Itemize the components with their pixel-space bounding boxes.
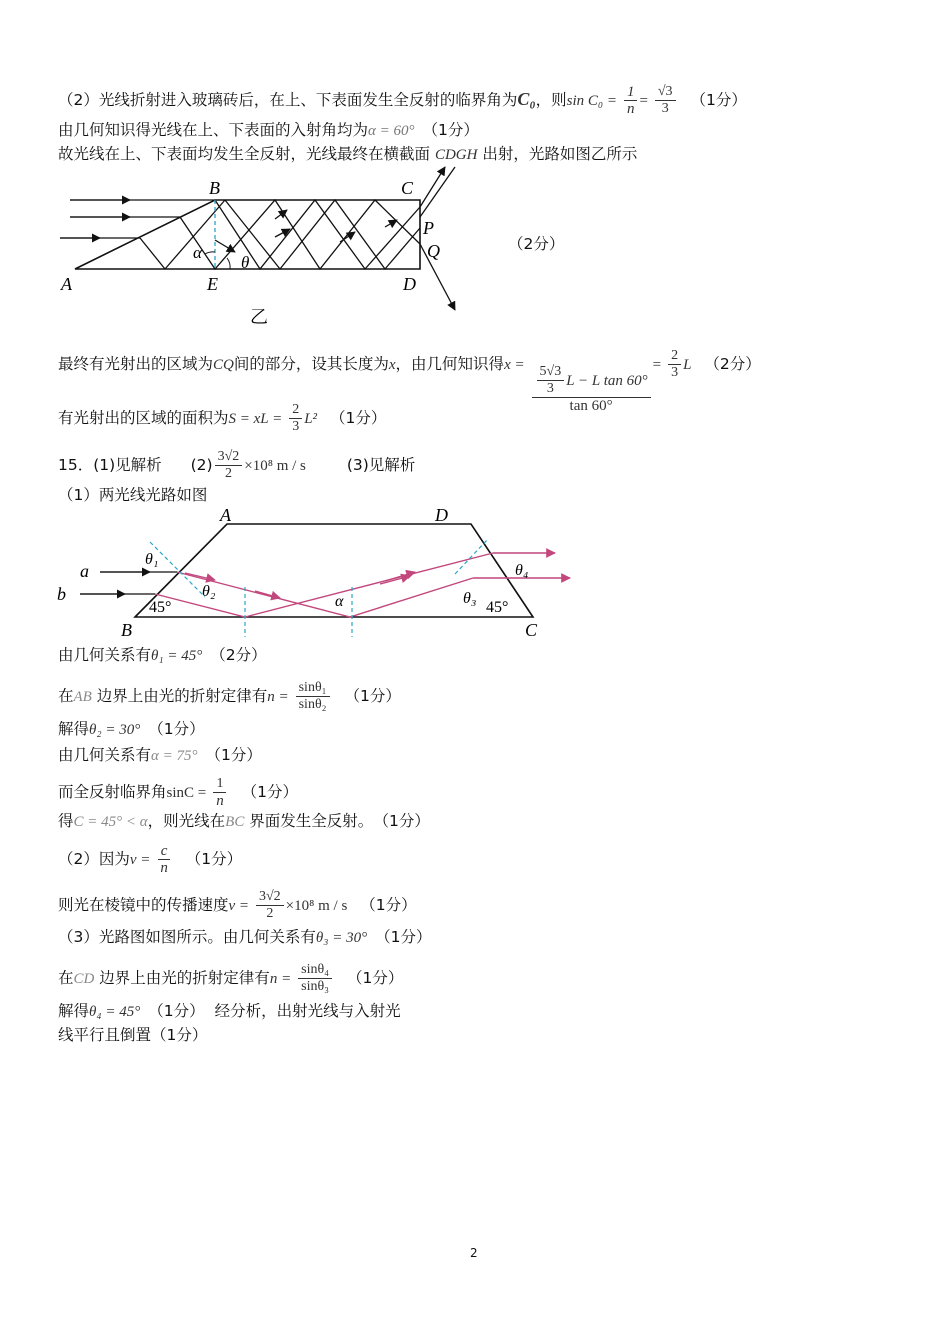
label-angle-c: 45° — [486, 599, 509, 616]
frac-den: n — [160, 860, 168, 876]
math: x = — [504, 357, 525, 373]
score: （1分） — [185, 850, 243, 868]
c0-symbol: C₀ — [517, 89, 536, 109]
score: （2分） — [210, 646, 267, 664]
p15-head — [58, 449, 415, 482]
frac-den: n — [626, 101, 635, 117]
math: v = — [129, 852, 151, 868]
frac-den: 3 — [546, 381, 554, 396]
score: （1分） — [329, 409, 387, 427]
fig-score: （2分） — [508, 235, 565, 253]
frac-num: 1 — [624, 84, 638, 101]
p14-line-1 — [58, 84, 747, 117]
frac-den: 2 — [224, 466, 232, 481]
exit-ray — [420, 167, 455, 217]
p14-line-2 — [58, 119, 479, 142]
text: 在 — [58, 687, 74, 705]
frac-den: n — [216, 793, 224, 809]
fraction — [298, 962, 332, 995]
label-a: A — [61, 274, 72, 294]
score: （1分） — [360, 896, 417, 914]
frac-den: sinθ₃ — [301, 979, 330, 994]
fraction — [537, 364, 565, 397]
text: ，则光线在 — [147, 812, 226, 830]
text: 有光射出的区域的面积为 — [58, 409, 229, 427]
math: C = 45° < α — [73, 814, 148, 830]
label-p: P — [423, 218, 434, 238]
score: （2分） — [704, 355, 761, 373]
fraction — [532, 364, 651, 414]
text: 经分析，出射光线与入射光 — [214, 1002, 401, 1020]
score: （1分） — [690, 91, 747, 109]
p15-s3d: 线平行且倒置（1分） — [58, 1026, 208, 1044]
label-theta: θ — [241, 253, 250, 272]
label-theta4: θ₄ — [515, 562, 529, 579]
math: L — [683, 357, 692, 373]
math: sin C₀ = — [566, 93, 618, 109]
label-d-vertex: D — [435, 505, 448, 525]
math: n = — [267, 689, 289, 705]
text: 而全反射临界角 — [58, 783, 167, 801]
math: θ₁ = 45° — [151, 648, 203, 664]
score: （1分） — [375, 928, 432, 946]
frac-num: 1 — [213, 776, 226, 793]
normal-cd — [455, 539, 488, 574]
text: 解得 — [58, 1002, 90, 1020]
math: S = xL = — [228, 411, 283, 427]
frac-den: sinθ₂ — [298, 697, 327, 712]
frac-num: sinθ₁ — [296, 680, 330, 697]
p15-s2b — [58, 889, 417, 922]
text: （2）光线折射进入玻璃砖后，在上、下表面发生全反射的临界角为 — [58, 91, 518, 109]
math: = — [652, 357, 662, 373]
p15-g6 — [58, 810, 430, 833]
label-ray-b: b — [57, 584, 66, 604]
math: L − L tan 60° — [566, 372, 648, 389]
fraction — [157, 843, 171, 876]
frac-num: 5√3 — [537, 364, 565, 381]
p15-g1 — [58, 644, 267, 667]
ray-arrow — [385, 572, 415, 581]
score: （1分） — [347, 969, 404, 987]
score: （1分） — [422, 121, 479, 139]
text: 得 — [58, 812, 74, 830]
text: 故光线在上、下表面均发生全反射，光线最终在横截面 — [58, 145, 431, 163]
math: CQ — [213, 357, 234, 373]
text: 间的部分，设其长度为 — [233, 355, 389, 373]
score: （1分） — [148, 720, 205, 738]
score: （1分） — [241, 783, 298, 801]
theta-arc — [227, 258, 230, 269]
label-c-vertex: C — [525, 620, 538, 640]
p15-s1: （1）两光线光路如图 — [58, 486, 208, 504]
fraction — [655, 84, 676, 117]
frac-num: 3√2 — [215, 449, 243, 466]
text: 最终有光射出的区域为 — [58, 355, 214, 373]
frac-num: c — [158, 843, 171, 860]
p15-s3c — [58, 1000, 401, 1023]
caption-yi: 乙 — [250, 307, 268, 328]
label-alpha: α — [335, 593, 344, 610]
label-e: E — [207, 274, 218, 294]
label-b-vertex: B — [121, 620, 132, 640]
frac-num — [532, 364, 651, 398]
label-ray-a: a — [80, 561, 89, 581]
text: 出射，光路如图乙所示 — [482, 145, 638, 163]
frac-den: 3 — [292, 419, 300, 434]
ray-arrow — [385, 220, 397, 227]
fraction — [256, 889, 284, 922]
math: CDGH — [434, 147, 478, 163]
math: v = — [228, 898, 250, 914]
math: θ₃ = 30° — [315, 930, 368, 946]
p15-s3 — [58, 926, 431, 949]
label-d: D — [403, 274, 416, 294]
math: = — [639, 93, 648, 109]
score: （1分） — [381, 812, 430, 830]
ray-arrow — [185, 573, 215, 580]
text: 15．(1)见解析 — [58, 456, 162, 474]
p15-g3 — [58, 718, 205, 741]
p15-g5 — [58, 776, 298, 809]
frac-num: 2 — [289, 402, 302, 419]
text: 解得 — [58, 720, 90, 738]
math: L² — [304, 411, 318, 427]
math: BC — [225, 814, 245, 830]
p15-s3b — [58, 962, 403, 995]
page-number: 2 — [470, 1246, 478, 1260]
label-theta1: θ₁ — [145, 551, 159, 568]
p15-g2 — [58, 680, 401, 713]
text: 由几何关系有 — [58, 646, 152, 664]
text: 则光在棱镜中的传播速度 — [58, 896, 229, 914]
text: 边界上由光的折射定律有 — [96, 687, 268, 705]
label-theta3: θ₃ — [463, 590, 477, 607]
p15-g4 — [58, 744, 262, 767]
figure-yi — [55, 162, 505, 332]
math: sinC = — [166, 785, 207, 801]
fraction — [215, 449, 243, 482]
math: θ₄ = 45° — [89, 1004, 141, 1020]
frac-num: 2 — [668, 348, 681, 365]
text: 由几何知识得光线在上、下表面的入射角均为 — [58, 121, 369, 139]
ray-arrow — [380, 576, 410, 584]
math: n = — [269, 971, 292, 987]
fraction — [668, 348, 681, 381]
text: ，则 — [535, 91, 567, 109]
text: 边界上由光的折射定律有 — [99, 969, 270, 987]
text: (3)见解析 — [346, 456, 416, 474]
frac-den: tan 60° — [569, 398, 613, 414]
math: α = 75° — [151, 748, 198, 764]
label-angle-b: 45° — [149, 599, 172, 616]
label-alpha: α — [193, 243, 202, 262]
alpha-arc — [205, 252, 215, 254]
text: (2) — [190, 456, 213, 474]
math: x — [388, 357, 396, 373]
text: （2）因为 — [58, 850, 130, 868]
math: α = 60° — [368, 123, 415, 139]
text: （3）光路图如图所示。由几何关系有 — [58, 928, 316, 946]
frac-num: √3 — [655, 84, 676, 101]
math: AB — [73, 689, 92, 705]
label-a-vertex: A — [220, 505, 231, 525]
fraction — [213, 776, 227, 809]
score: （1分） — [148, 1002, 205, 1020]
frac-den: 3 — [661, 101, 669, 116]
label-b: B — [209, 178, 220, 198]
internal-ray — [140, 238, 165, 269]
frac-num: sinθ₄ — [298, 962, 332, 979]
text: ，由几何知识得 — [395, 355, 505, 373]
text: 在 — [58, 969, 74, 987]
frac-num: 3√2 — [256, 889, 284, 906]
frac-den: 2 — [266, 906, 274, 921]
math: CD — [73, 971, 95, 987]
math: ×10⁸ m / s — [285, 898, 348, 914]
ray-arrow — [275, 229, 290, 237]
ray-arrow — [255, 591, 280, 598]
text: 界面发生全反射。 — [249, 812, 374, 830]
fraction — [296, 680, 330, 713]
label-theta2: θ₂ — [202, 583, 216, 600]
ray-arrow — [215, 240, 235, 252]
score: （1分） — [344, 687, 401, 705]
fraction — [624, 84, 638, 117]
p15-s2 — [58, 843, 242, 876]
label-q: Q — [427, 241, 440, 261]
fraction — [289, 402, 302, 435]
math: ×10⁸ m / s — [244, 458, 306, 474]
text: 由几何关系有 — [58, 746, 152, 764]
score: （1分） — [205, 746, 262, 764]
math: θ₂ = 30° — [89, 722, 141, 738]
p14-line-5 — [58, 402, 386, 435]
label-c: C — [401, 178, 414, 198]
frac-den: 3 — [671, 365, 679, 380]
figure-prism — [55, 502, 575, 642]
